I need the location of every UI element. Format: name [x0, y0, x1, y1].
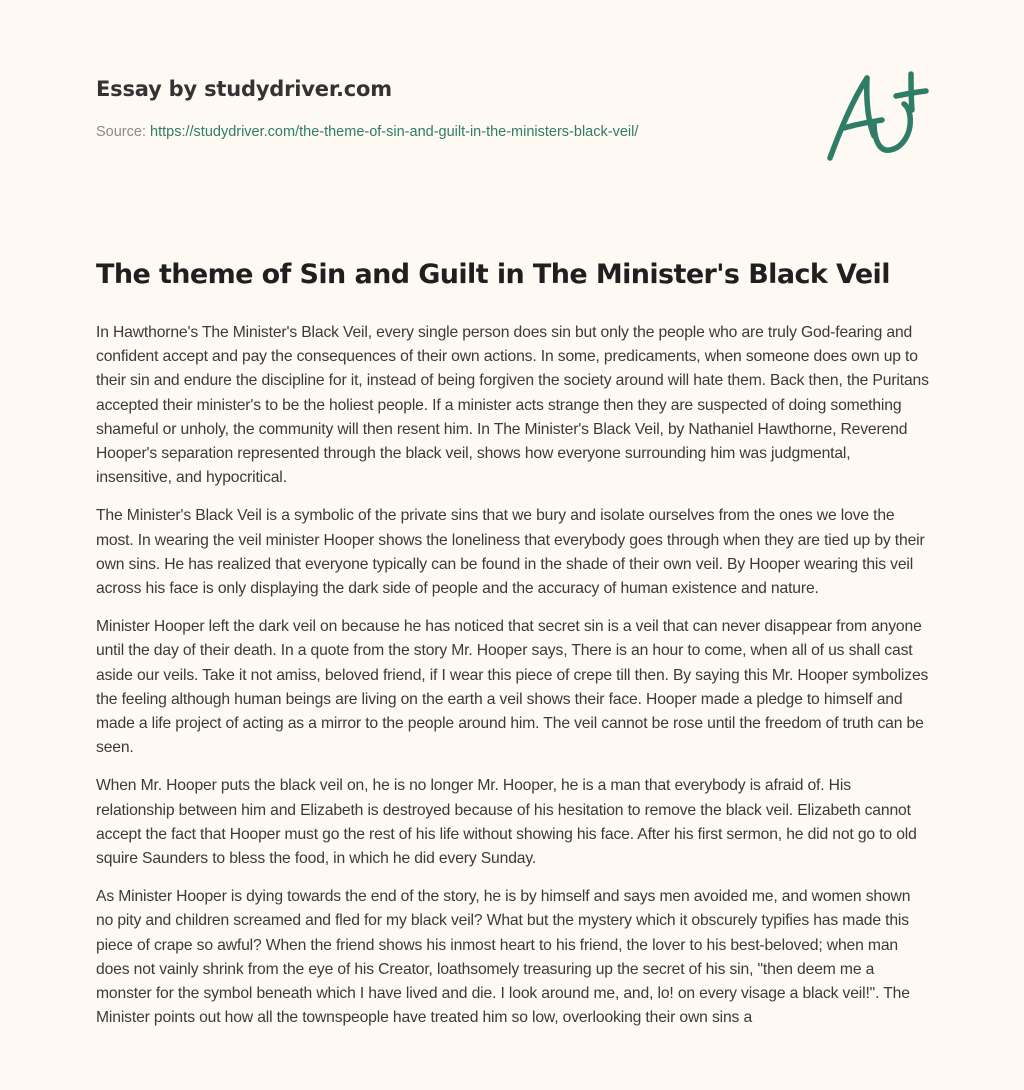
source-line — [96, 122, 796, 142]
source-link[interactable]: https://studydriver.com/the-theme-of-sin-and-guilt-in-the-ministers-black-veil/ — [150, 124, 639, 140]
essay-paragraph: Minister Hooper left the dark veil on because he has noticed that secret sin is a veil that can never disappear from anyone until the day of their death. In a quote from the story Mr. Hooper says, There is an hour to come, when all of us shall cast aside our veils. Take it not amiss, beloved friend, if I wear this piece of crepe till then. By saying this Mr. Hooper symbolizes the feeling although human beings are living on the earth a veil shows their face. Hooper made a pledge to himself and made a life project of acting as a mirror to the people around him. The veil cannot be rose until the freedom of truth can be seen. — [96, 618, 929, 757]
a-plus-grade-icon — [822, 66, 932, 166]
source-label: Source: — [96, 124, 146, 140]
essay-content — [96, 253, 930, 1044]
essay-paragraph: When Mr. Hooper puts the black veil on, he is no longer Mr. Hooper, he is a man that everybody is afraid of. His relationship between him and Elizabeth is destroyed because of his hesitation to remove the black veil. Elizabeth cannot accept the fact that Hooper must go the rest of his life without showing his face. After his first sermon, he did not go to old squire Saunders to bless the food, in which he did every Sunday. — [96, 777, 917, 868]
essay-paragraph: In Hawthorne's The Minister's Black Veil, every single person does sin but only the people who are truly God-fearing and confident accept and pay the consequences of their own actions. In some, predicaments, when someone does own up to their sin and endure the discipline for it, instead of being forgiven the society around will hate them. Back then, the Puritans accepted their minister's to be the holiest people. If a minister acts strange then they are suspected of doing something shameful or unholy, the community will then resent him. In The Minister's Black Veil, by Nathaniel Hawthorne, Reverend Hooper's separation represented through the black veil, shows how everyone surrounding him was judgmental, insensitive, and hypocritical. — [96, 324, 929, 487]
page-header — [96, 74, 796, 142]
site-title: Essay by studydriver.com — [96, 77, 392, 101]
essay-paragraph: As Minister Hooper is dying towards the end of the story, he is by himself and says men avoided me, and women shown no pity and children screamed and fled for my black veil? What but the mystery which it obscurely typifies has made this piece of crape so awful? When the friend shows his inmost heart to his friend, the lover to his best-beloved; when man does not vainly shrink from the eye of his Creator, loathsomely treasuring up the secret of his sin, "then deem me a monster for the symbol beneath which I have lived and die. I look around me, and, lo! on every visage a black veil!". The Minister points out how all the townspeople have treated him so low, overlooking their own sins a — [96, 888, 911, 1027]
essay-paragraph: The Minister's Black Veil is a symbolic of the private sins that we bury and isolate ourselves from the ones we love the most. In wearing the veil minister Hooper shows the loneliness that everybody goes through when they are tied up by their own sins. He has realized that everyone typically can be found in the shade of their own veil. By Hooper wearing this veil across his face is only displaying the dark side of people and the accuracy of human existence and nature. — [96, 507, 925, 598]
essay-title: The theme of Sin and Guilt in The Minister's Black Veil — [96, 259, 890, 290]
